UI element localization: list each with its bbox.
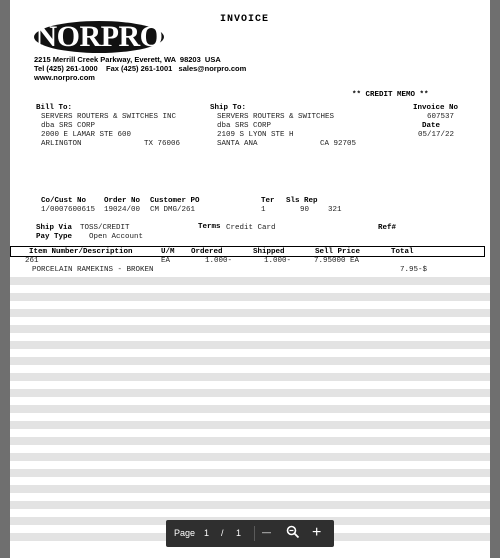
form-stripe	[10, 389, 490, 397]
bill-to-line2: dba SRS CORP	[41, 122, 96, 130]
form-stripe	[10, 421, 490, 429]
co-cust-label: Co/Cust No	[41, 197, 87, 205]
form-stripe	[10, 341, 490, 349]
bill-to-line1: SERVERS ROUTERS & SWITCHES INC	[41, 113, 177, 121]
customer-po-label: Customer PO	[150, 197, 200, 205]
form-stripe	[10, 469, 490, 477]
item-number: 261	[25, 257, 39, 265]
form-stripe	[10, 357, 490, 365]
total-pages: 1	[236, 528, 242, 538]
pay-type-value: Open Account	[89, 233, 144, 241]
bill-to-state-zip: TX 76006	[144, 140, 181, 148]
col-um-header: U/M	[161, 248, 175, 256]
item-um: EA	[161, 257, 171, 265]
logo-text: NORPRO	[35, 20, 163, 53]
ter-value: 1	[261, 206, 266, 214]
pay-type-label: Pay Type	[36, 233, 73, 241]
invoice-title: INVOICE	[220, 14, 270, 25]
company-website: www.norpro.com	[34, 73, 95, 82]
invoice-no-label: Invoice No	[413, 104, 459, 112]
ship-to-city: SANTA ANA	[217, 140, 258, 148]
magnifier-icon	[286, 525, 300, 539]
bill-to-city: ARLINGTON	[41, 140, 82, 148]
zoom-fit-icon[interactable]	[286, 525, 300, 541]
date-label: Date	[422, 122, 441, 130]
invoice-date: 05/17/22	[418, 131, 455, 139]
zoom-in-button[interactable]: +	[312, 524, 322, 541]
ter-label: Ter	[261, 197, 275, 205]
ship-to-line1: SERVERS ROUTERS & SWITCHES	[217, 113, 335, 121]
rep-value: 321	[328, 206, 342, 214]
ship-to-line2: dba SRS CORP	[217, 122, 272, 130]
company-address: 2215 Merrill Creek Parkway, Everett, WA 98203 USA	[34, 55, 221, 64]
line-items-header	[10, 246, 485, 257]
bill-to-label: Bill To:	[36, 104, 73, 112]
norpro-logo	[34, 21, 164, 53]
form-stripe	[10, 277, 490, 285]
zoom-out-button[interactable]: —	[262, 527, 271, 537]
viewer-scrollbar[interactable]	[490, 0, 500, 558]
item-ordered: 1.000-	[205, 257, 233, 265]
col-shipped-header: Shipped	[253, 248, 285, 256]
customer-po-value: CM DMG/261	[150, 206, 196, 214]
terms-value: Credit Card	[226, 224, 276, 232]
form-stripe	[10, 309, 490, 317]
item-shipped: 1.000-	[264, 257, 292, 265]
form-stripe	[10, 373, 490, 381]
item-sell-price: 7.95000 EA	[314, 257, 360, 265]
sls-value: 90	[300, 206, 310, 214]
form-stripe	[10, 437, 490, 445]
order-no-value: 19024/00	[104, 206, 141, 214]
terms-label: Terms	[198, 223, 221, 231]
invoice-no: 607537	[427, 113, 455, 121]
sls-rep-label: Sls Rep	[286, 197, 318, 205]
form-stripe	[10, 405, 490, 413]
item-description: PORCELAIN RAMEKINS - BROKEN	[32, 266, 154, 274]
company-phone: Tel (425) 261-1000 Fax (425) 261-1001 sales@norpro.com	[34, 64, 247, 73]
invoice-document	[10, 0, 490, 558]
order-no-label: Order No	[104, 197, 141, 205]
co-cust-value: 1/0007600615	[41, 206, 96, 214]
pdf-page-toolbar	[166, 520, 334, 547]
form-stripe	[10, 485, 490, 493]
form-stripe	[10, 325, 490, 333]
ship-to-label: Ship To:	[210, 104, 247, 112]
item-total: 7.95-$	[400, 266, 428, 274]
col-item-header: Item Number/Description	[29, 248, 133, 256]
page-separator: /	[221, 528, 224, 538]
col-ordered-header: Ordered	[191, 248, 223, 256]
bill-to-line3: 2000 E LAMAR STE 600	[41, 131, 132, 139]
ship-via-label: Ship Via	[36, 224, 73, 232]
current-page-input[interactable]: 1	[204, 528, 210, 538]
credit-memo-label: ** CREDIT MEMO **	[352, 91, 429, 99]
form-stripe	[10, 453, 490, 461]
col-total-header: Total	[391, 248, 414, 256]
ship-to-line3: 2109 S LYON STE H	[217, 131, 294, 139]
form-stripe	[10, 293, 490, 301]
col-sell-price-header: Sell Price	[315, 248, 361, 256]
ref-label: Ref#	[378, 224, 397, 232]
ship-to-state-zip: CA 92705	[320, 140, 357, 148]
page-label: Page	[174, 528, 196, 538]
form-stripe	[10, 501, 490, 509]
toolbar-divider	[254, 526, 255, 541]
ship-via-value: TOSS/CREDIT	[80, 224, 130, 232]
